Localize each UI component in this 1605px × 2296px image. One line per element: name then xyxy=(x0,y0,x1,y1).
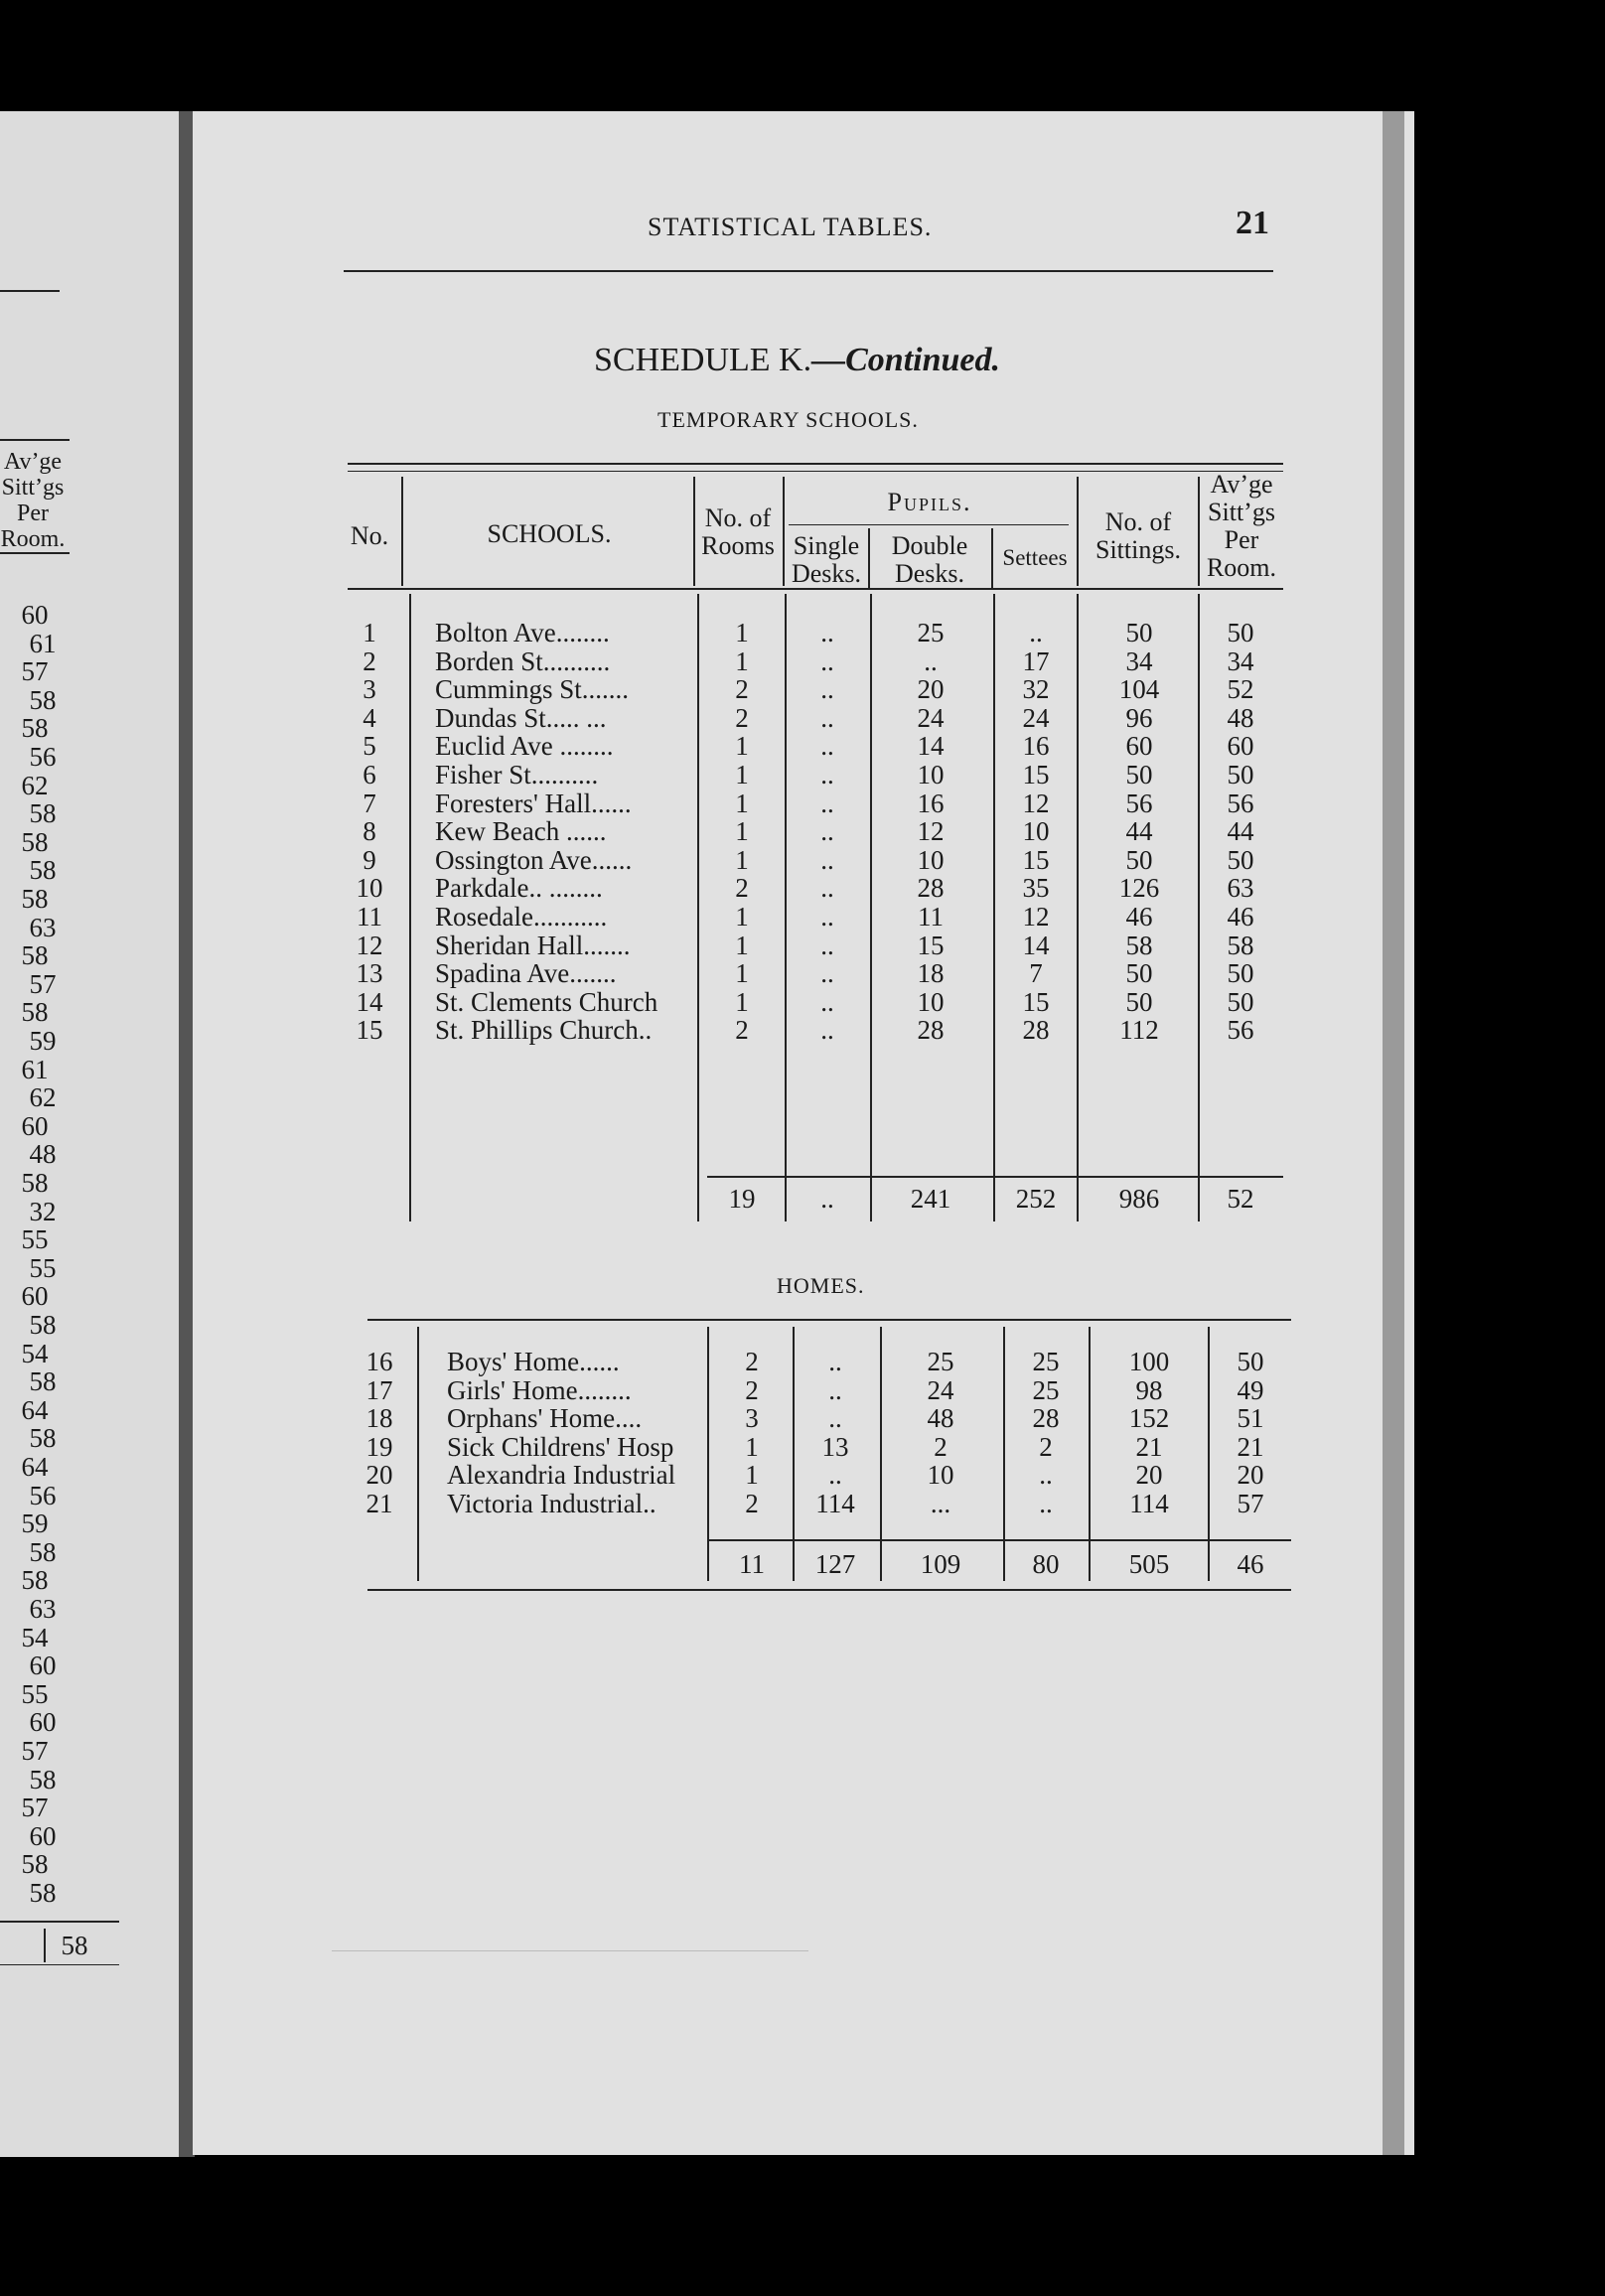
avg-cell: 56 xyxy=(1227,1015,1254,1046)
total-settees: 80 xyxy=(1032,1549,1060,1579)
row-number: 11 xyxy=(357,902,382,932)
left-value: 59 xyxy=(29,1026,57,1056)
single-desks-cell: .. xyxy=(820,986,834,1017)
left-value: 61 xyxy=(29,628,57,658)
row-number: 8 xyxy=(363,816,376,847)
header-line: Single xyxy=(793,531,860,560)
single-desks-cell: .. xyxy=(820,958,834,989)
settees-cell: 17 xyxy=(1022,646,1050,676)
double-desks-cell: 28 xyxy=(917,1015,945,1046)
single-desks-cell: 114 xyxy=(815,1489,855,1518)
page-number: 21 xyxy=(1236,205,1269,241)
pupils-rule xyxy=(789,524,1069,525)
double-desks-cell: 20 xyxy=(917,674,945,705)
left-value: 59 xyxy=(21,1508,49,1539)
avg-cell: 48 xyxy=(1227,702,1254,733)
left-value: 58 xyxy=(29,684,57,715)
avg-cell: 50 xyxy=(1227,618,1254,647)
settees-cell: 16 xyxy=(1022,731,1050,762)
settees-cell: 10 xyxy=(1022,816,1050,847)
avg-cell: 51 xyxy=(1237,1403,1264,1434)
header-single-desks xyxy=(785,532,868,588)
column-rule xyxy=(785,594,787,1221)
left-value: 58 xyxy=(29,1764,57,1794)
column-rule xyxy=(1208,1327,1210,1581)
rooms-cell: 2 xyxy=(735,702,749,733)
left-value: 58 xyxy=(21,826,49,857)
rooms-cell: 1 xyxy=(735,958,749,989)
single-desks-cell: .. xyxy=(820,930,834,960)
sittings-cell: 114 xyxy=(1129,1489,1169,1518)
settees-cell: 2 xyxy=(1039,1431,1053,1462)
avg-cell: 60 xyxy=(1227,731,1254,762)
double-desks-cell: 24 xyxy=(927,1374,954,1405)
header-line: Desks. xyxy=(791,559,862,588)
left-value: 58 xyxy=(29,1366,57,1397)
avg-cell: 50 xyxy=(1227,760,1254,789)
page-edge xyxy=(1383,111,1404,2155)
school-name: Borden St.......... xyxy=(435,646,611,676)
settees-cell: 15 xyxy=(1022,844,1050,875)
section-title-homes: HOMES. xyxy=(777,1273,865,1298)
school-name: Boys' Home...... xyxy=(447,1347,620,1376)
rooms-cell: 1 xyxy=(735,844,749,875)
single-desks-cell: .. xyxy=(820,788,834,818)
sittings-cell: 60 xyxy=(1125,731,1153,762)
header-settees: Settees xyxy=(1002,545,1068,570)
double-desks-cell: .. xyxy=(924,646,938,676)
single-desks-cell: 13 xyxy=(821,1431,849,1462)
left-value: 55 xyxy=(21,1224,49,1255)
row-number: 5 xyxy=(363,731,376,762)
settees-cell: 7 xyxy=(1029,958,1043,989)
rooms-cell: 2 xyxy=(745,1374,759,1405)
rooms-cell: 2 xyxy=(735,674,749,705)
sittings-cell: 104 xyxy=(1118,674,1160,705)
rooms-cell: 1 xyxy=(735,760,749,789)
sittings-cell: 96 xyxy=(1125,702,1153,733)
page xyxy=(193,111,1414,2155)
avg-cell: 50 xyxy=(1227,844,1254,875)
sittings-cell: 46 xyxy=(1125,902,1153,932)
school-name: Alexandria Industrial xyxy=(447,1460,676,1491)
rooms-cell: 2 xyxy=(745,1347,759,1376)
row-number: 16 xyxy=(365,1347,393,1376)
row-number: 3 xyxy=(363,674,376,705)
avg-cell: 63 xyxy=(1227,873,1254,904)
row-number: 13 xyxy=(356,958,383,989)
single-desks-cell: .. xyxy=(820,1015,834,1046)
header-no: No. xyxy=(350,521,389,550)
left-value: 58 xyxy=(29,1310,57,1340)
total-rooms: 11 xyxy=(739,1549,765,1579)
settees-cell: 24 xyxy=(1022,702,1050,733)
settees-cell: .. xyxy=(1039,1489,1053,1518)
left-value: 48 xyxy=(29,1139,57,1170)
section-title-temporary: TEMPORARY SCHOOLS. xyxy=(657,407,919,432)
sittings-cell: 34 xyxy=(1125,646,1153,676)
double-desks-cell: 25 xyxy=(927,1347,954,1376)
avg-cell: 20 xyxy=(1237,1460,1264,1491)
row-number: 14 xyxy=(356,986,383,1017)
sittings-cell: 98 xyxy=(1135,1374,1163,1405)
previous-page-fragment xyxy=(0,111,179,2157)
school-name: Bolton Ave........ xyxy=(435,618,610,647)
single-desks-cell: .. xyxy=(820,702,834,733)
header-schools: SCHOOLS. xyxy=(487,519,612,548)
rooms-cell: 1 xyxy=(735,902,749,932)
settees-cell: 12 xyxy=(1022,902,1050,932)
left-header-line: Sitt’gs xyxy=(1,475,65,501)
sittings-cell: 112 xyxy=(1119,1015,1159,1046)
avg-cell: 52 xyxy=(1227,674,1254,705)
single-desks-cell: .. xyxy=(820,618,834,647)
left-value: 63 xyxy=(29,1594,57,1624)
divider xyxy=(0,439,70,441)
left-value: 57 xyxy=(29,968,57,999)
left-value: 56 xyxy=(29,742,57,772)
header-double-desks xyxy=(870,532,989,588)
left-header-line: Av’ge xyxy=(3,449,63,475)
left-value: 58 xyxy=(21,997,49,1028)
double-desks-cell: 10 xyxy=(917,760,945,789)
row-number: 21 xyxy=(365,1489,393,1518)
double-desks-cell: 12 xyxy=(917,816,945,847)
sittings-cell: 44 xyxy=(1125,816,1153,847)
avg-cell: 46 xyxy=(1227,902,1254,932)
double-desks-cell: 25 xyxy=(917,618,945,647)
total-single: 127 xyxy=(814,1549,856,1579)
settees-cell: 32 xyxy=(1022,674,1050,705)
school-name: Sick Childrens' Hosp xyxy=(447,1431,674,1462)
left-value: 54 xyxy=(21,1622,49,1652)
left-value: 60 xyxy=(29,1650,57,1681)
single-desks-cell: .. xyxy=(828,1460,842,1491)
left-header-line: Room. xyxy=(0,526,66,552)
row-number: 1 xyxy=(363,618,376,647)
avg-cell: 50 xyxy=(1227,958,1254,989)
rooms-cell: 2 xyxy=(735,1015,749,1046)
settees-cell: 15 xyxy=(1022,760,1050,789)
total-double: 241 xyxy=(910,1184,951,1214)
settees-cell: 28 xyxy=(1032,1403,1060,1434)
left-value: 58 xyxy=(29,798,57,829)
single-desks-cell: .. xyxy=(828,1374,842,1405)
column-rule xyxy=(1003,1327,1005,1581)
sittings-cell: 50 xyxy=(1125,618,1153,647)
row-number: 2 xyxy=(363,646,376,676)
column-rule xyxy=(993,594,995,1221)
single-desks-cell: .. xyxy=(820,816,834,847)
divider xyxy=(0,552,70,554)
sittings-cell: 50 xyxy=(1125,844,1153,875)
rooms-cell: 1 xyxy=(735,930,749,960)
table-top-rule xyxy=(348,471,1283,472)
avg-cell: 21 xyxy=(1237,1431,1264,1462)
row-number: 19 xyxy=(365,1431,393,1462)
settees-cell: 25 xyxy=(1032,1374,1060,1405)
settees-cell: 14 xyxy=(1022,930,1050,960)
single-desks-cell: .. xyxy=(820,873,834,904)
settees-cell: .. xyxy=(1039,1460,1053,1491)
header-line: No. of xyxy=(1104,507,1172,536)
double-desks-cell: ... xyxy=(930,1489,951,1518)
left-value: 54 xyxy=(21,1338,49,1368)
single-desks-cell: .. xyxy=(820,731,834,762)
row-number: 6 xyxy=(363,760,376,789)
school-name: Orphans' Home.... xyxy=(447,1403,643,1434)
left-header-line: Per xyxy=(17,501,49,526)
double-desks-cell: 15 xyxy=(917,930,945,960)
single-desks-cell: .. xyxy=(820,646,834,676)
left-value: 58 xyxy=(29,1536,57,1567)
left-value: 57 xyxy=(21,1793,49,1823)
rooms-cell: 2 xyxy=(735,873,749,904)
double-desks-cell: 14 xyxy=(917,731,945,762)
table-top-rule xyxy=(367,1319,1291,1321)
header-line: Sitt’gs xyxy=(1208,498,1275,526)
double-desks-cell: 10 xyxy=(927,1460,954,1491)
header-pupils: Pupils. xyxy=(887,488,972,516)
single-desks-cell: .. xyxy=(820,844,834,875)
header-line: Double xyxy=(891,531,968,560)
column-rule xyxy=(707,1327,709,1581)
left-value: 60 xyxy=(29,1707,57,1738)
school-name: Euclid Ave ........ xyxy=(435,731,614,762)
school-name: Rosedale........... xyxy=(435,902,608,932)
double-desks-cell: 48 xyxy=(927,1403,954,1434)
left-value: 55 xyxy=(29,1252,57,1283)
left-value: 64 xyxy=(21,1452,49,1482)
school-name: Foresters' Hall...... xyxy=(435,788,632,818)
total-rooms: 19 xyxy=(728,1184,756,1214)
row-number: 15 xyxy=(356,1015,383,1046)
total-rule xyxy=(707,1176,1283,1178)
left-value: 58 xyxy=(21,713,49,744)
single-desks-cell: .. xyxy=(828,1403,842,1434)
avg-cell: 34 xyxy=(1227,646,1254,676)
header-line: Desks. xyxy=(894,559,965,588)
header-avg xyxy=(1200,471,1283,582)
table-bottom-rule xyxy=(367,1589,1291,1591)
row-number: 12 xyxy=(356,930,383,960)
total-rule xyxy=(0,1964,119,1965)
rooms-cell: 2 xyxy=(745,1489,759,1518)
rooms-cell: 1 xyxy=(745,1431,759,1462)
row-number: 7 xyxy=(363,788,376,818)
avg-cell: 56 xyxy=(1227,788,1254,818)
column-rule xyxy=(880,1327,882,1581)
left-value: 63 xyxy=(29,912,57,942)
header-sittings xyxy=(1079,508,1198,564)
avg-cell: 57 xyxy=(1237,1489,1264,1518)
school-name: St. Phillips Church.. xyxy=(435,1015,653,1046)
sittings-cell: 100 xyxy=(1128,1347,1170,1376)
schedule-title-text: SCHEDULE K. xyxy=(594,342,812,378)
column-rule xyxy=(793,1327,795,1581)
school-name: Kew Beach ...... xyxy=(435,816,607,847)
double-desks-cell: 18 xyxy=(917,958,945,989)
left-value: 58 xyxy=(29,1878,57,1908)
rooms-cell: 1 xyxy=(735,646,749,676)
left-value: 60 xyxy=(21,600,49,630)
avg-cell: 49 xyxy=(1237,1374,1264,1405)
left-total: 58 xyxy=(61,1931,88,1960)
avg-cell: 58 xyxy=(1227,930,1254,960)
total-sittings: 505 xyxy=(1128,1549,1170,1579)
left-value: 55 xyxy=(21,1678,49,1709)
total-rule xyxy=(709,1539,1291,1541)
settees-cell: 35 xyxy=(1022,873,1050,904)
sittings-cell: 50 xyxy=(1125,760,1153,789)
rooms-cell: 1 xyxy=(735,816,749,847)
double-desks-cell: 10 xyxy=(917,844,945,875)
header-line: No. of xyxy=(704,503,772,532)
left-value: 60 xyxy=(21,1110,49,1141)
sittings-cell: 20 xyxy=(1135,1460,1163,1491)
school-name: Parkdale.. ........ xyxy=(435,873,603,904)
left-value: 57 xyxy=(21,656,49,687)
column-rule xyxy=(409,594,411,1221)
left-value: 57 xyxy=(21,1736,49,1766)
left-value: 60 xyxy=(29,1820,57,1851)
double-desks-cell: 28 xyxy=(917,873,945,904)
column-rule xyxy=(697,594,699,1221)
row-number: 20 xyxy=(365,1460,393,1491)
show-through-mark xyxy=(332,1950,808,1951)
column-rule xyxy=(401,477,403,586)
running-head: STATISTICAL TABLES. xyxy=(648,213,933,241)
left-value: 62 xyxy=(21,770,49,800)
rooms-cell: 1 xyxy=(735,618,749,647)
row-number: 4 xyxy=(363,702,376,733)
double-desks-cell: 11 xyxy=(918,902,944,932)
sittings-cell: 21 xyxy=(1135,1431,1163,1462)
table-top-rule xyxy=(348,463,1283,465)
sittings-cell: 152 xyxy=(1128,1403,1170,1434)
school-name: Fisher St.......... xyxy=(435,760,599,789)
school-name: Sheridan Hall....... xyxy=(435,930,631,960)
column-rule xyxy=(417,1327,419,1581)
avg-cell: 50 xyxy=(1227,986,1254,1017)
total-single: .. xyxy=(820,1184,834,1214)
left-value: 61 xyxy=(21,1054,49,1084)
double-desks-cell: 2 xyxy=(934,1431,948,1462)
settees-cell: 12 xyxy=(1022,788,1050,818)
rooms-cell: 1 xyxy=(735,788,749,818)
divider xyxy=(0,290,60,292)
column-rule xyxy=(1198,594,1200,1221)
settees-cell: 28 xyxy=(1022,1015,1050,1046)
sittings-cell: 56 xyxy=(1125,788,1153,818)
single-desks-cell: .. xyxy=(828,1347,842,1376)
left-value: 58 xyxy=(21,1565,49,1596)
left-value: 58 xyxy=(29,855,57,886)
total-double: 109 xyxy=(920,1549,961,1579)
sittings-cell: 126 xyxy=(1118,873,1160,904)
single-desks-cell: .. xyxy=(820,760,834,789)
row-number: 17 xyxy=(365,1374,393,1405)
settees-cell: 25 xyxy=(1032,1347,1060,1376)
total-settees: 252 xyxy=(1015,1184,1057,1214)
avg-cell: 44 xyxy=(1227,816,1254,847)
rooms-cell: 3 xyxy=(745,1403,759,1434)
school-name: Spadina Ave....... xyxy=(435,958,617,989)
header-line: Sittings. xyxy=(1095,535,1181,564)
sittings-cell: 58 xyxy=(1125,930,1153,960)
left-avg-header xyxy=(0,449,66,552)
header-bottom-rule xyxy=(348,588,1283,590)
rooms-cell: 1 xyxy=(745,1460,759,1491)
left-value: 56 xyxy=(29,1480,57,1510)
double-desks-cell: 24 xyxy=(917,702,945,733)
avg-cell: 50 xyxy=(1237,1347,1264,1376)
total-avg: 46 xyxy=(1237,1549,1264,1579)
left-value: 58 xyxy=(21,1849,49,1880)
settees-cell: 15 xyxy=(1022,986,1050,1017)
header-line: Av’ge xyxy=(1210,470,1273,499)
left-value: 58 xyxy=(21,884,49,914)
single-desks-cell: .. xyxy=(820,674,834,705)
school-name: St. Clements Church xyxy=(435,986,658,1017)
left-value: 58 xyxy=(29,1423,57,1454)
sittings-cell: 50 xyxy=(1125,958,1153,989)
schedule-continued: —Continued. xyxy=(811,342,1000,378)
school-name: Girls' Home........ xyxy=(447,1374,632,1405)
left-value: 64 xyxy=(21,1394,49,1425)
row-number: 18 xyxy=(365,1403,393,1434)
school-name: Ossington Ave...... xyxy=(435,844,633,875)
left-value: 32 xyxy=(29,1196,57,1226)
column-rule xyxy=(1089,1327,1091,1581)
header-rooms xyxy=(693,504,783,560)
row-number: 10 xyxy=(356,873,383,904)
settees-cell: .. xyxy=(1029,618,1043,647)
column-rule xyxy=(1077,594,1079,1221)
left-value: 62 xyxy=(29,1082,57,1113)
header-line: Room. xyxy=(1206,553,1277,582)
single-desks-cell: .. xyxy=(820,902,834,932)
double-desks-cell: 10 xyxy=(917,986,945,1017)
school-name: Dundas St..... ... xyxy=(435,702,607,733)
total-sittings: 986 xyxy=(1118,1184,1160,1214)
row-number: 9 xyxy=(363,844,376,875)
total-avg: 52 xyxy=(1227,1184,1254,1214)
rooms-cell: 1 xyxy=(735,731,749,762)
schedule-title xyxy=(594,342,1000,379)
sittings-cell: 50 xyxy=(1125,986,1153,1017)
double-desks-cell: 16 xyxy=(917,788,945,818)
header-line: Per xyxy=(1224,525,1259,554)
left-value: 60 xyxy=(21,1281,49,1312)
total-rule xyxy=(0,1921,119,1923)
header-line: Rooms xyxy=(701,531,775,560)
left-value: 58 xyxy=(21,1168,49,1198)
column-rule xyxy=(870,594,872,1221)
school-name: Victoria Industrial.. xyxy=(447,1489,657,1518)
left-value: 58 xyxy=(21,940,49,971)
header-rule xyxy=(344,270,1273,272)
school-name: Cummings St....... xyxy=(435,674,630,705)
rooms-cell: 1 xyxy=(735,986,749,1017)
